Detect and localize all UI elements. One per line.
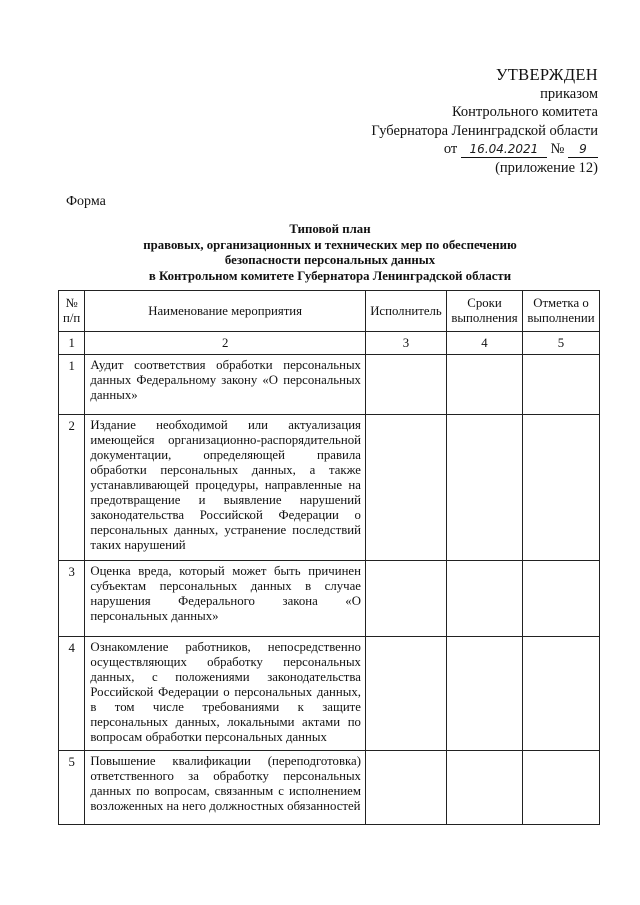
executor-cell bbox=[365, 751, 446, 825]
completion-mark-cell bbox=[522, 637, 599, 751]
handwritten-number: 9 bbox=[568, 142, 598, 158]
header-number: № п/п bbox=[59, 291, 85, 332]
document-title bbox=[60, 222, 600, 284]
completion-mark-cell bbox=[522, 415, 599, 561]
table-row bbox=[59, 355, 600, 415]
measure-name: Ознакомление работников, непосредственно осуществляющих обработку персональных данных, с положениями законодательства Российской Федерации о персональных данных, в том числе требованиями к защите персональных данных, локальными актами по вопросам обработки персональных данных bbox=[85, 637, 366, 751]
table-row bbox=[59, 751, 600, 825]
header-completion-mark: Отметка о выполнении bbox=[522, 291, 599, 332]
approval-line-committee: Контрольного комитета bbox=[451, 104, 598, 120]
column-number: 5 bbox=[522, 332, 599, 355]
deadline-cell bbox=[447, 751, 523, 825]
row-number: 1 bbox=[59, 355, 85, 415]
approval-line-order: приказом bbox=[540, 85, 598, 102]
approval-date-line bbox=[298, 140, 598, 159]
deadline-cell bbox=[447, 637, 523, 751]
deadline-cell bbox=[447, 415, 523, 561]
column-number: 3 bbox=[365, 332, 446, 355]
approval-block bbox=[298, 66, 598, 177]
measure-name: Оценка вреда, который может быть причинен субъектам персональных данных в случае нарушения Федерального закона «О персональных данных» bbox=[85, 561, 366, 637]
completion-mark-cell bbox=[522, 751, 599, 825]
executor-cell bbox=[365, 637, 446, 751]
executor-cell bbox=[365, 355, 446, 415]
measures-table bbox=[58, 290, 600, 825]
completion-mark-cell bbox=[522, 355, 599, 415]
table-row bbox=[59, 415, 600, 561]
date-prefix: от bbox=[443, 141, 458, 157]
measure-name: Аудит соответствия обработки персональных данных Федеральному закону «О персональных данных» bbox=[85, 355, 366, 415]
executor-cell bbox=[365, 415, 446, 561]
measure-name: Издание необходимой или актуализация имеющейся организационно-распорядительной документации, определяющей правила обработки персональных данных, а также устанавливающей процедуры, направленные на предотвращение и выявление нарушений законодательства Российской Федерации о персональных данных, устранение последствий таких нарушений bbox=[85, 415, 366, 561]
row-number: 5 bbox=[59, 751, 85, 825]
form-label: Форма bbox=[66, 194, 106, 209]
header-executor: Исполнитель bbox=[365, 291, 446, 332]
table-column-numbers-row bbox=[59, 332, 600, 355]
title-line-2: правовых, организационных и технических мер по обеспечению bbox=[143, 237, 517, 252]
number-prefix: № bbox=[550, 141, 565, 157]
executor-cell bbox=[365, 561, 446, 637]
handwritten-date: 16.04.2021 bbox=[461, 142, 547, 158]
column-number: 1 bbox=[59, 332, 85, 355]
measure-name: Повышение квалификации (переподготовка) ответственного за обработку персональных данных по вопросам, связанным с исполнением возложенных на него должностных обязанностей bbox=[85, 751, 366, 825]
title-line-3: безопасности персональных данных bbox=[224, 253, 436, 267]
row-number: 4 bbox=[59, 637, 85, 751]
column-number: 2 bbox=[85, 332, 366, 355]
approval-line-governor: Губернатора Ленинградской области bbox=[371, 122, 598, 139]
header-measure-name: Наименование мероприятия bbox=[85, 291, 366, 332]
deadline-cell bbox=[447, 561, 523, 637]
header-deadline: Сроки выполнения bbox=[447, 291, 523, 332]
table-header-row bbox=[59, 291, 600, 332]
approval-heading: УТВЕРЖДЕН bbox=[495, 65, 598, 84]
approval-appendix: (приложение 12) bbox=[495, 159, 598, 176]
row-number: 3 bbox=[59, 561, 85, 637]
title-line-4: в Контрольном комитете Губернатора Ленинградской области bbox=[148, 268, 512, 283]
row-number: 2 bbox=[59, 415, 85, 561]
title-line-1: Типовой план bbox=[289, 222, 371, 236]
table-row bbox=[59, 637, 600, 751]
deadline-cell bbox=[447, 355, 523, 415]
table-row bbox=[59, 561, 600, 637]
column-number: 4 bbox=[447, 332, 523, 355]
completion-mark-cell bbox=[522, 561, 599, 637]
